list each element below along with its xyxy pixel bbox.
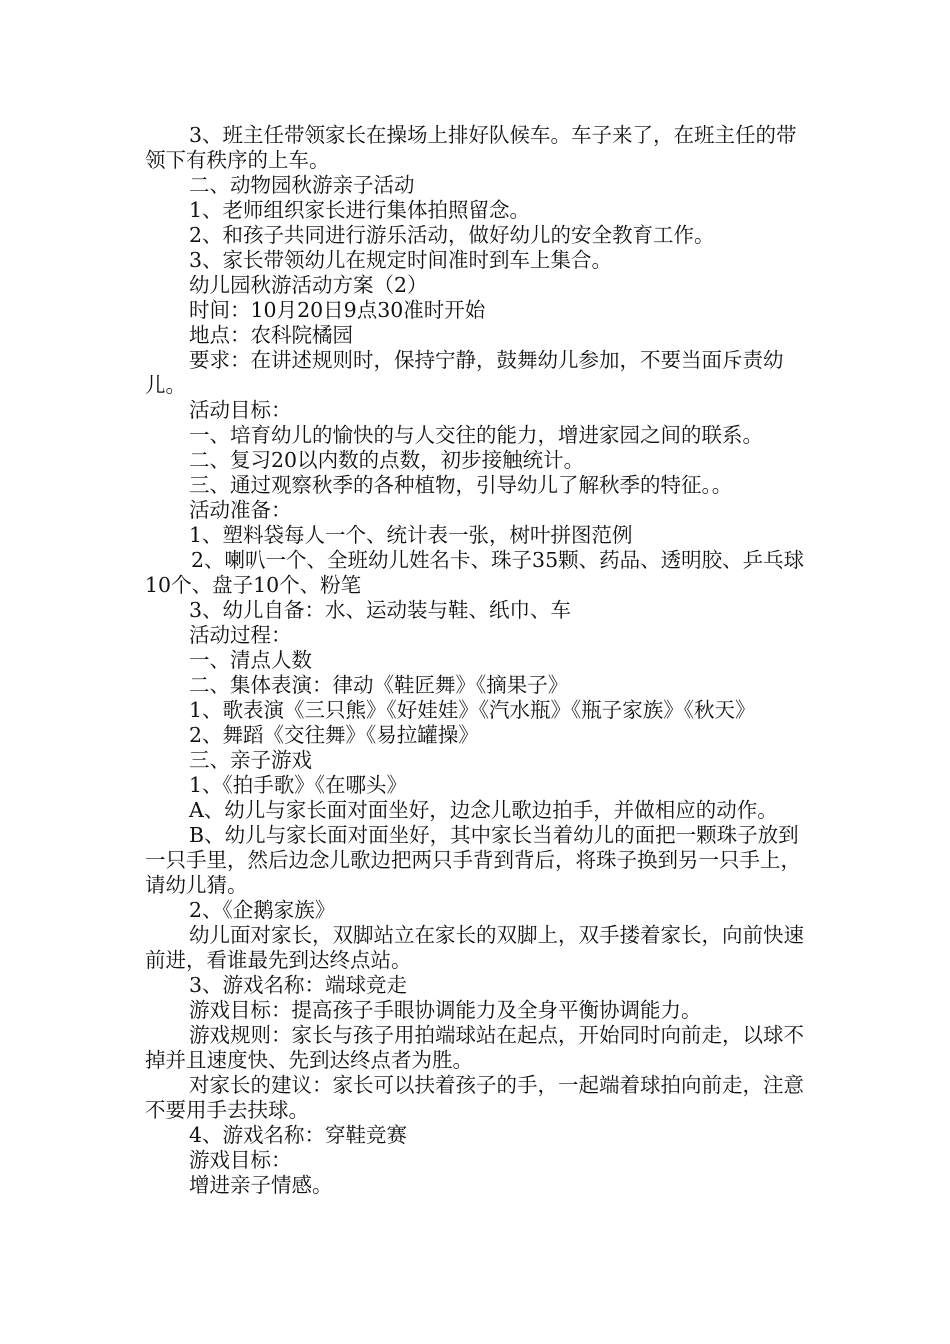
paragraph: 三、亲子游戏 <box>189 748 312 772</box>
paragraph: 对家长的建议：家长可以扶着孩子的手，一起端着球拍向前走，注意不要用手去扶球。 <box>145 1073 804 1122</box>
paragraph: 3、幼儿自备：水、运动装与鞋、纸巾、车 <box>189 598 572 622</box>
paragraph: 4、游戏名称：穿鞋竞赛 <box>189 1123 408 1147</box>
section-heading: 活动过程： <box>189 623 292 647</box>
section-heading: 活动准备： <box>189 498 292 522</box>
paragraph: 1、《拍手歌》《在哪头》 <box>189 773 408 797</box>
paragraph: B、幼儿与家长面对面坐好，其中家长当着幼儿的面把一颗珠子放到一只手里，然后边念儿歌边把两只手背到背后，将珠子换到另一只手上，请幼儿猜。 <box>145 823 801 897</box>
paragraph: 2、和孩子共同进行游乐活动，做好幼儿的安全教育工作。 <box>189 223 715 247</box>
paragraph: 幼儿面对家长，双脚站立在家长的双脚上，双手搂着家长，向前快速前进，看谁最先到达终点站。 <box>145 923 804 972</box>
activity-requirements: 要求：在讲述规则时，保持宁静，鼓舞幼儿参加，不要当面斥责幼儿。 <box>145 348 784 397</box>
paragraph: 2、《企鹅家族》 <box>189 898 336 922</box>
paragraph: 3、家长带领幼儿在规定时间准时到车上集合。 <box>189 248 613 272</box>
paragraph: 1、歌表演《三只熊》《好娃娃》《汽水瓶》《瓶子家族》《秋天》 <box>189 698 756 722</box>
section-heading: 活动目标： <box>189 398 292 422</box>
paragraph: 二、复习20以内数的点数，初步接触统计。 <box>189 448 585 472</box>
document-title: 幼儿园秋游活动方案（2） <box>189 273 428 297</box>
paragraph: 增进亲子情感。 <box>189 1173 333 1197</box>
paragraph: 3、班主任带领家长在操场上排好队候车。车子来了，在班主任的带领下有秩序的上车。 <box>145 123 797 172</box>
paragraph: A、幼儿与家长面对面坐好，边念儿歌边拍手，并做相应的动作。 <box>189 798 778 822</box>
paragraph: 游戏目标： <box>189 1148 292 1172</box>
document-body <box>145 123 810 1198</box>
paragraph: 2、舞蹈《交往舞》《易拉罐操》 <box>189 723 479 747</box>
activity-time: 时间：10月20日9点30准时开始 <box>189 298 486 322</box>
paragraph: 二、集体表演：律动《鞋匠舞》《摘果子》 <box>189 673 569 697</box>
paragraph: 1、老师组织家长进行集体拍照留念。 <box>189 198 531 222</box>
paragraph: 游戏目标：提高孩子手眼协调能力及全身平衡协调能力。 <box>189 998 702 1022</box>
paragraph: 三、通过观察秋季的各种植物，引导幼儿了解秋季的特征。。 <box>189 473 733 497</box>
paragraph: 一、清点人数 <box>189 648 312 672</box>
paragraph: 3、游戏名称：端球竞走 <box>189 973 408 997</box>
paragraph: 2、喇叭一个、全班幼儿姓名卡、珠子35颗、药品、透明胶、乒乓球10个、盘子10个、粉笔 <box>145 548 805 597</box>
activity-location: 地点：农科院橘园 <box>189 323 353 347</box>
paragraph: 1、塑料袋每人一个、统计表一张，树叶拼图范例 <box>189 523 633 547</box>
paragraph: 游戏规则：家长与孩子用拍端球站在起点，开始同时向前走，以球不掉并且速度快、先到达终点者为胜。 <box>145 1023 804 1072</box>
section-heading: 二、动物园秋游亲子活动 <box>189 173 415 197</box>
paragraph: 一、培育幼儿的愉快的与人交往的能力，增进家园之间的联系。 <box>189 423 763 447</box>
